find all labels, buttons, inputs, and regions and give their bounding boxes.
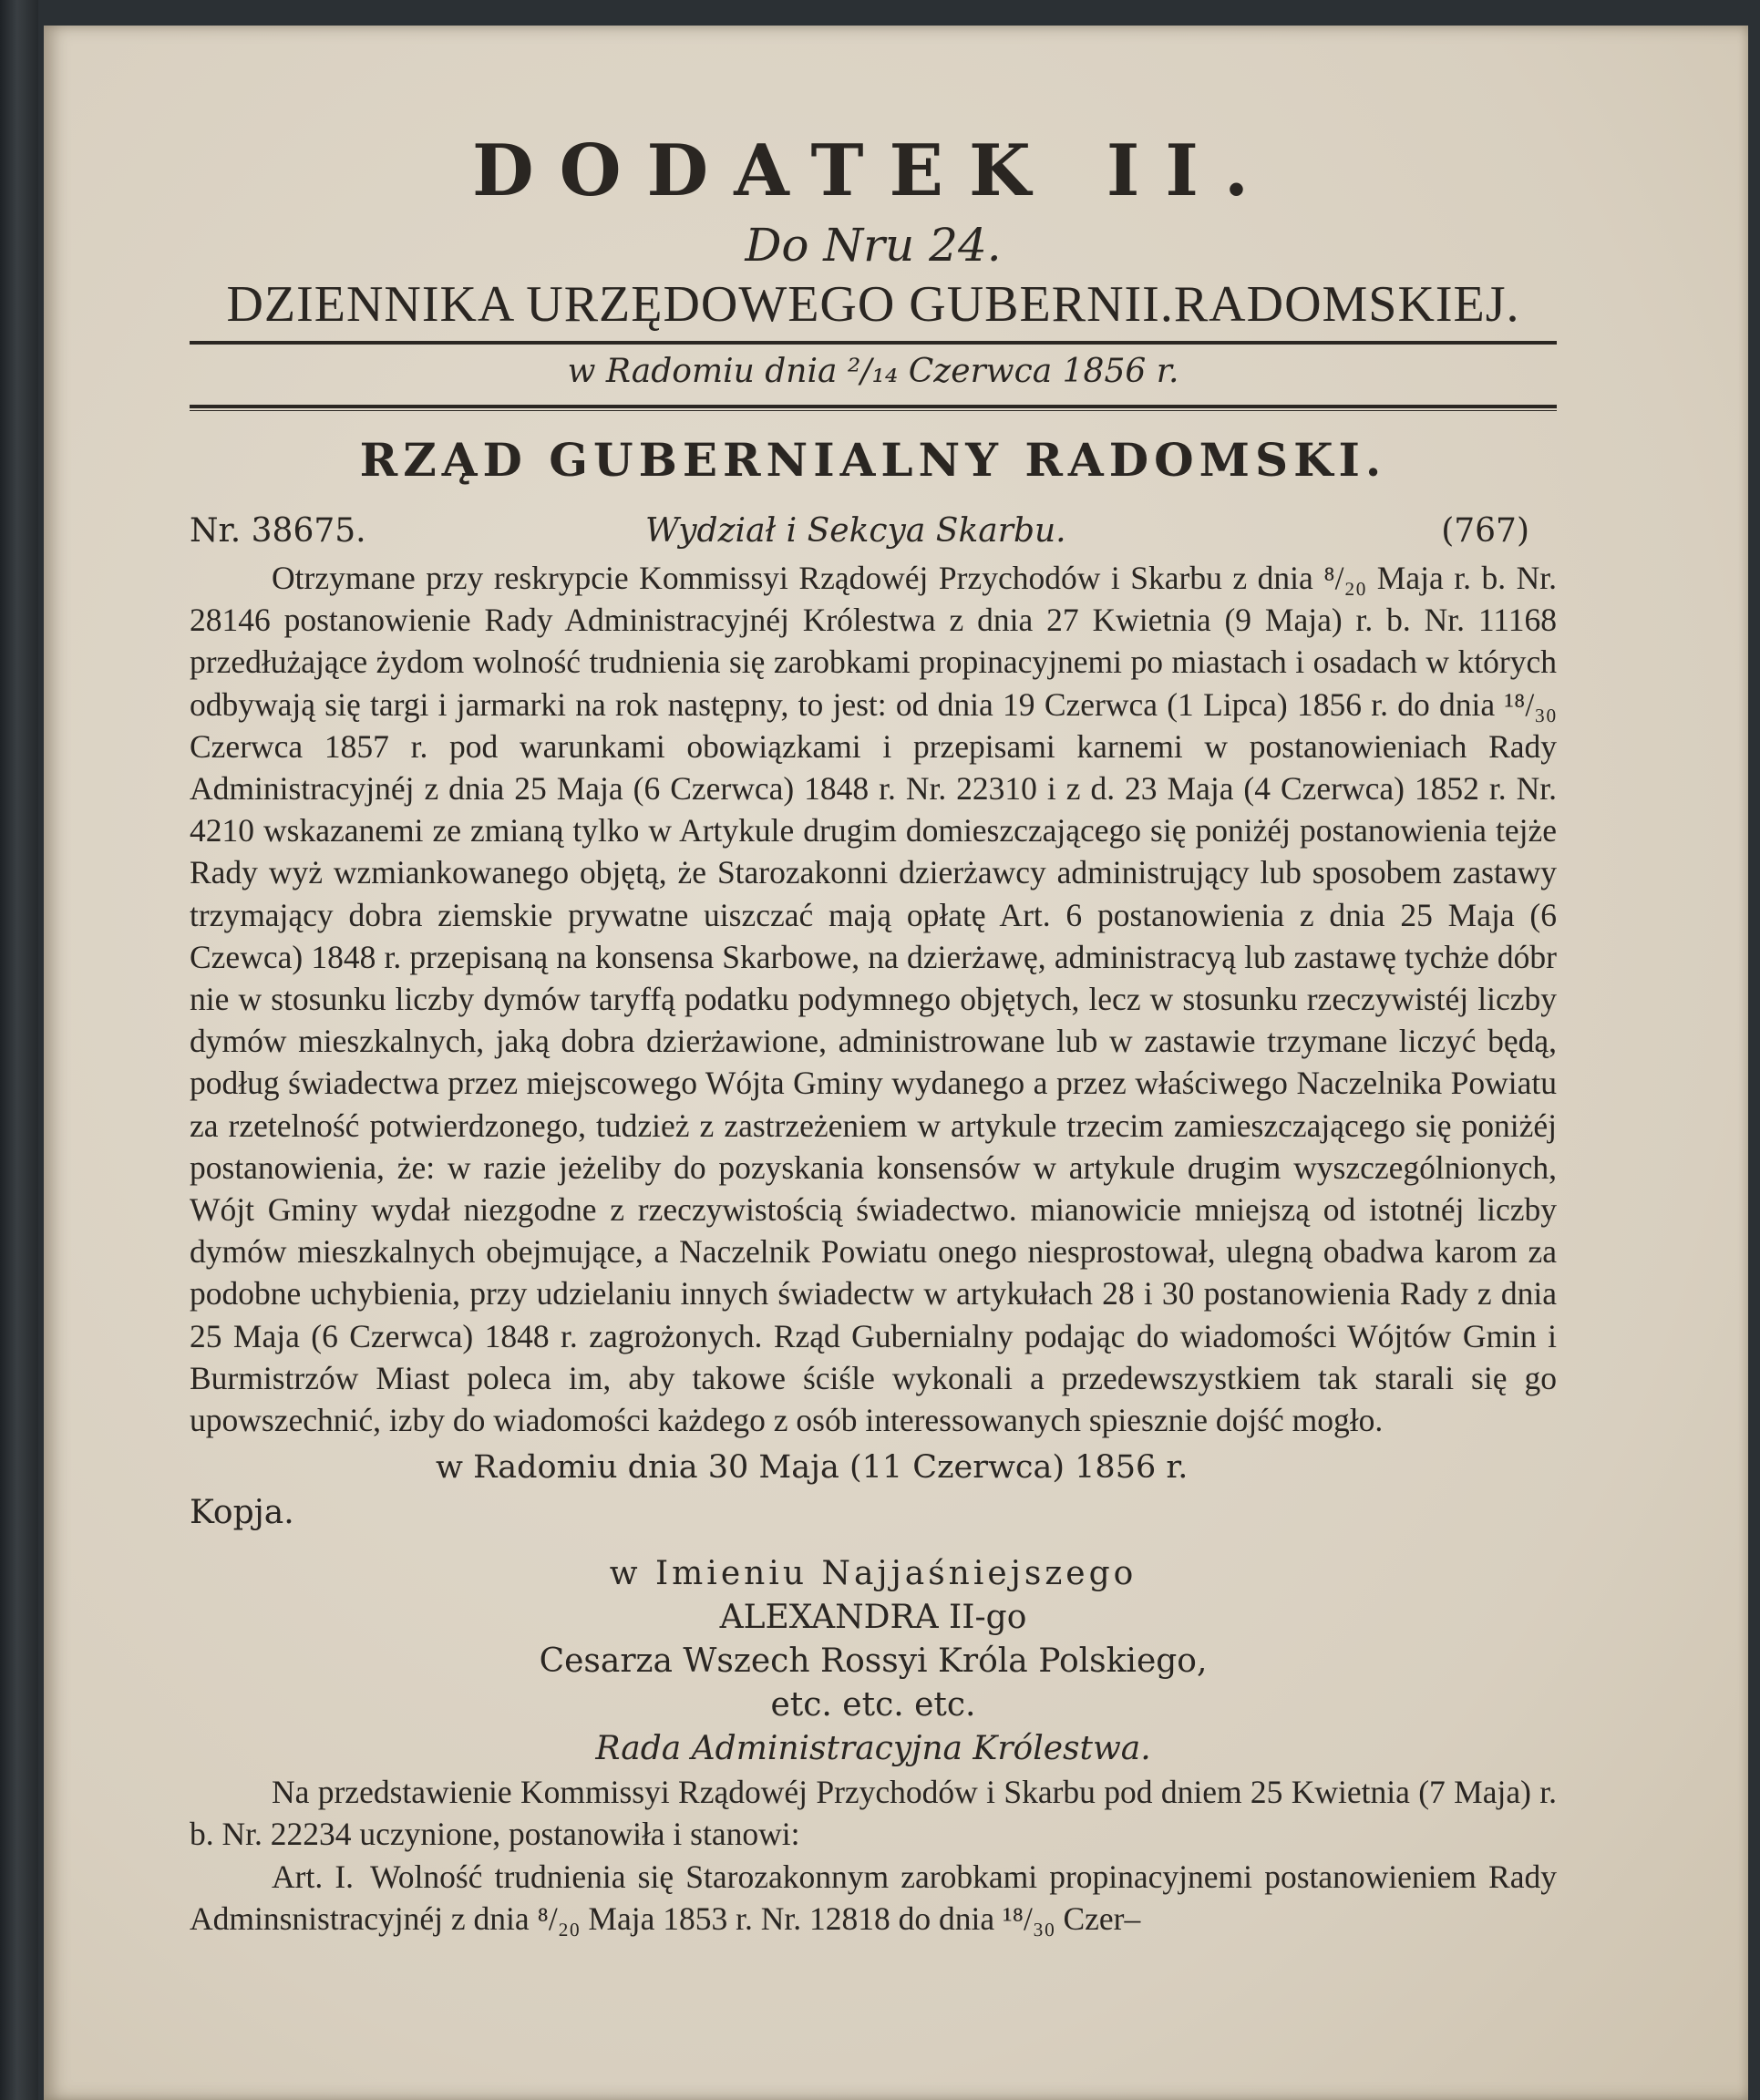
dateline: w Radomiu dnia ²/₁₄ Czerwca 1856 r. [567, 353, 1179, 390]
article-text: Wolność trudnienia się Starozakonnym zarobkami propinacyjnemi postanowieniem Rady Adminsnistracyjnéj z dnia ⁸/₂₀ Maja 1853 r. Nr. 12818 do dnia ¹⁸/₃₀ Czer– [190, 1858, 1557, 1937]
document-page [44, 26, 1748, 2100]
notice-department: Wydział i Sekcya Skarbu. [645, 512, 1066, 550]
decree-titles: Cesarza Wszech Rossyi Króla Polskiego, [539, 1642, 1208, 1681]
decree-etc: etc. etc. etc. [770, 1686, 976, 1724]
dateline-rule-thin [190, 410, 1557, 411]
decree-issuer: Rada Administracyjna Królestwa. [595, 1730, 1151, 1768]
copy-label: Kopja. [190, 1494, 294, 1532]
book-binding [0, 0, 38, 2100]
decree-invocation: w Imieniu Najjaśniejszego [609, 1555, 1137, 1593]
decree-intro: Na przedstawienie Kommissyi Rządowéj Przychodów i Skarbu pod dniem 25 Kwietnia (7 Maja) r. b. Nr. 22234 uczynione, postanowiła i stanowi: [190, 1774, 1557, 1853]
notice-number: Nr. 38675. [190, 512, 366, 550]
decree-article-1 [190, 1856, 1557, 1940]
decree-sovereign: ALEXANDRA II-go [719, 1599, 1027, 1637]
notice-body: Otrzymane przy reskrypcie Kommissyi Rządowéj Przychodów i Skarbu z dnia ⁸/₂₀ Maja r. b. Nr. 28146 postanowienie Rady Administracyjnéj Królestwa z dnia 27 Kwietnia (9 Maja) r. b. Nr. 11168 przedłużające żydom wolność trudnienia się zarobkami propinacyjnemi po miastach i osadach w których odbywają się targi i jarmarki na rok następny, to jest: od dnia 19 Czerwca (1 Lipca) 1856 r. do dnia ¹⁸/₃₀ Czerwca 1857 r. pod warunkami obowiązkami i przepisami karnemi w postanowieniach Rady Administracyjnéj z dnia 25 Maja (6 Czerwca) 1848 r. Nr. 22310 i z d. 23 Maja (4 Czerwca) 1852 r. Nr. 4210 wskazanemi ze zmianą tylko w Artykule drugim domieszczającego się poniżéj postanowienia tejże Rady wyż wzmiankowanego objętą, że Starozakonni dzierżawcy administrujący lub sposobem zastawy trzymający dobra ziemskie prywatne uiszczać mają opłatę Art. 6 postanowienia z dnia 25 Maja (6 Czewca) 1848 r. przepisaną na konsensa Skarbowe, na dzierżawę, administracyą lub zastawę tychże dóbr nie w stosunku liczby dymów taryffą podatku podymnego objętych, lecz w stosunku rzeczywistéj liczby dymów mieszkalnych, jaką dobra dzierżawione, administrowane lub w zastawie trzymane liczyć będą, podług świadectwa przez miejscowego Wójta Gminy wydanego a przez właściwego Naczelnika Powiatu za rzetelność potwierdzonego, tudzież z zastrzeżeniem w artykule trzecim zamieszczającego się poniżéj postanowienia, że: w razie jeżeliby do pozyskania konsensów w artykule drugim wyszczególnionych, Wójt Gminy wydał niezgodne z rzeczywistością świadectwo. mianowicie mniejszą od istotnéj liczby dymów mieszkalnych obejmujące, a Naczelnik Powiatu onego niesprostował, ulegną obadwa karom za podobne uchybienia, przy udzielaniu innych świadectw w artykułach 28 i 30 postanowienia Rady z dnia 25 Maja (6 Czerwca) 1848 r. zagrożonych. Rząd Gubernialny podając do wiadomości Wójtów Gmin i Burmistrzów Miast poleca im, aby takowe ściśle wykonali a przedewszystkiem tak starali się go upowszechnić, izby do wiadomości każdego z osób interessowanych spiesznie dojść mogło. [190, 560, 1557, 1439]
page-content [190, 126, 1557, 1940]
authority-heading: RZĄD GUBERNIALNY RADOMSKI. [359, 433, 1387, 487]
supplement-title: DODATEK II. [471, 129, 1275, 212]
article-label: Art. I. [272, 1858, 355, 1895]
journal-title: DZIENNIKA URZĘDOWEGO GUBERNII.RADOMSKIEJ. [226, 276, 1520, 333]
notice-reference: (767) [1441, 512, 1529, 550]
notice-header [190, 506, 1557, 557]
issue-number: Do Nru 24. [745, 219, 1002, 272]
notice-signed: w Radomiu dnia 30 Maja (11 Czerwca) 1856 r. [436, 1449, 1189, 1487]
dateline-rule [190, 405, 1557, 408]
